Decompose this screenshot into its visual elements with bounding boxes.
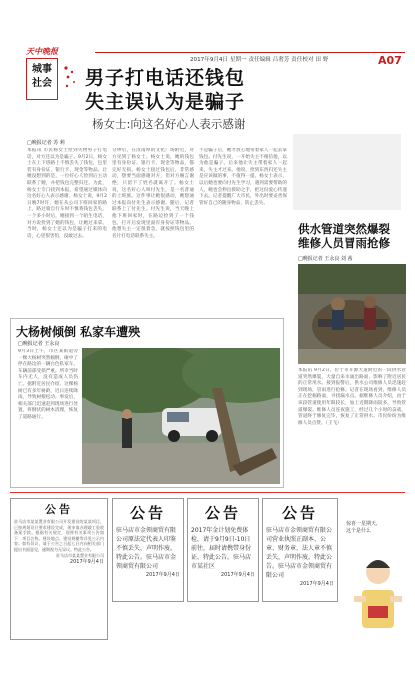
ad-notice-4-text: 驻马店市金领商贸有限公司营业执照正副本、公章、财务章、法人章不慎丢失，声明作废。特此公告。驻马店市金领商贸有限公司 [266,527,333,579]
cartoon-caption-1: 惊喜一星期天, [346,521,378,527]
header-info: 2017年9月4日 星期一 责任编辑 吕奢芳 责任校对 田 野 [190,57,329,63]
cartoon-caption [346,520,410,534]
side-byline: □晚报记者 王永良 刘 茜 [298,256,353,262]
main-story-col1: 本报讯 市民杨女士捡到失物男子打电话，对方还以为是骗子。9月2日，杨女士在上下班路上不慎丢失了钱包，包里装有身份证、银行卡、现金等物品。让她没想到的是，一位好心人捡到后主动联系了她，并把钱包完整归还。为此，杨女士专门找到本报，希望通过媒体向这名好心人表示感谢。杨女士说，9月2日晚7时许，她在从公司下班回家的路上，路过骑自行车时不慎将钱包丢失。一个多小时后，她接到一个陌生电话，对方说捡到了她的钱包，让她过来拿。当时，杨女士还以为是骗子打来的电话，心里很害怕，没敢过去。 [27,148,107,239]
pipe-repair-photo [298,264,406,364]
ad-notice-3-text: 2017年金计划免费体检，请于9月9日-10日前往，届时请携带身份证。特此公告。驻马店市某社区 [191,527,252,570]
feature-byline: □晚报记者 王永良 [18,341,60,347]
ad-notice-1 [10,498,108,640]
cartoon-caption-2: 这个是什么 [346,528,372,534]
ad-notice-2-date: 2017年9月4日 [145,572,180,578]
ad-notice-3-title: 公告 [204,504,241,522]
feature-headline: 大杨树倾倒 私家车遭殃 [16,325,141,339]
main-story-col3: 不是骗子后，她才放心地带着家人一起去拿钱包。付先生说，一开始失主不相信他，以为他是骗子。后来他让失主带着家人一起来，失主才过来。他说，捡到东西归还失主是应该做的事，不值得一提。杨女士表示，以后她也要向付先生学习，遇到需要帮助的人，她也会伸出援助之手，把这份爱心传递下去。记者提醒广大市民，外出时要妥善保管好自己的随身物品，防止丢失。 [199,148,287,206]
ad-notice-3-date: 2017年9月4日 [220,572,255,578]
section-line2: 社会 [32,78,52,89]
ad-notice-2-text: 驻马店市金领商贸有限公司原法定代表人印鉴不慎丢失，声明作废。特此公告。驻马店市金领商贸有限公司 [116,527,177,570]
cartoon-illustration [344,548,408,632]
side-headline-line2: 维修人员冒雨抢修 [298,236,390,250]
newspaper-logo: 天中晚报 [26,46,58,56]
ad-notice-4-title: 公告 [281,504,318,522]
ad-notice-1-footer: 驻马店市某某置业有限公司 [56,552,104,558]
ad-notice-4-date: 2017年9月4日 [299,581,334,587]
ad-notice-1-title: 公告 [45,503,73,516]
section-box [26,58,58,100]
ad-notice-1-text: 驻马店市某某置业有限公司开发建设的某某项目，已按规划设计要求建设完成，现申请办理竣工验收备案手续。根据有关规定，现将有关事项公告如下：项目名称、建设地点、建设规模等详见公示内容。如有异议，请于公告之日起七日内向相关部门提出书面意见，逾期视为无异议。特此公告。 [14,519,104,552]
main-headline [85,66,245,114]
side-top-photo [293,134,401,210]
ad-notice-2 [112,498,184,602]
ad-notice-2-title: 公告 [129,504,166,522]
main-headline-line2: 失主误认为是骗子 [85,91,246,113]
ad-notice-4 [262,498,338,602]
page-number: A07 [378,54,402,67]
section-line1: 城事 [32,64,52,75]
feature-text: 9月3日上午，市区某街道旁一棵大杨树突然倾倒，砸中了停在路边的一辆白色私家车，车辆前部受损严重。所幸当时车内无人，没有造成人员伤亡。据附近居民介绍，这棵杨树已有多年树龄，近日连续降雨，导致树根松动。事发后，相关部门迅速赶到现场进行处置，将倒伏的树木清理，恢复了道路通行。 [18,349,78,420]
side-story-text: 本报讯 9月2日，位于市开源大道附近的一段供水管道突然爆裂，大量自来水涌出路面，影响了附近居民的正常用水。接到报警后，供水公司维修人员迅速赶到现场，冒雨进行抢修。记者在现场看到，维修人员正在挖掘路面，寻找漏水点。据维修人员介绍，由于该段管道使用年限较长，加上近期降雨较多，导致管道爆裂。维修人员连夜施工，经过几个小时的奋战，管道终于修复完毕，恢复了正常供水。市民纷纷为维修人员点赞。（王飞） [298,368,406,426]
main-story-col2: 分钟后，在汝南埠的文化广场附近，对方见到了杨女士。杨女士说，她的钱包里有身份证、银行卡、现金等物品，都完好无损。杨女士接过钱包后，非常感动，想要当面感谢对方，但对方婉言谢绝，只留下了姓名就离开了。杨女士说，这名好心人叫付先生，是一名普通的上班族。这件事让她很感动，她想通过本报向付先生表示感谢。随后，记者联系上了付先生。付先生说，当天晚上他下班回家时，在路边捡到了一个钱包，打开后发现里面有身份证等物品。他想失主一定很着急，就按照钱包里的名片打电话联系失主。 [112,148,194,239]
side-headline [298,222,408,250]
main-subtitle: 杨女士:向这名好心人表示感谢 [92,117,246,131]
header-rule [95,52,405,53]
ads-separator [10,492,405,493]
ad-notice-1-date: 2017年9月4日 [69,559,104,566]
main-headline-line1: 男子打电话还钱包 [85,67,246,89]
ad-notice-3 [187,498,259,602]
fallen-tree-photo [82,348,280,484]
decorative-dots-icon [62,64,78,90]
side-headline-line1: 供水管道突然爆裂 [298,222,390,236]
main-byline: □晚报记者 苏 莉 [27,140,65,146]
